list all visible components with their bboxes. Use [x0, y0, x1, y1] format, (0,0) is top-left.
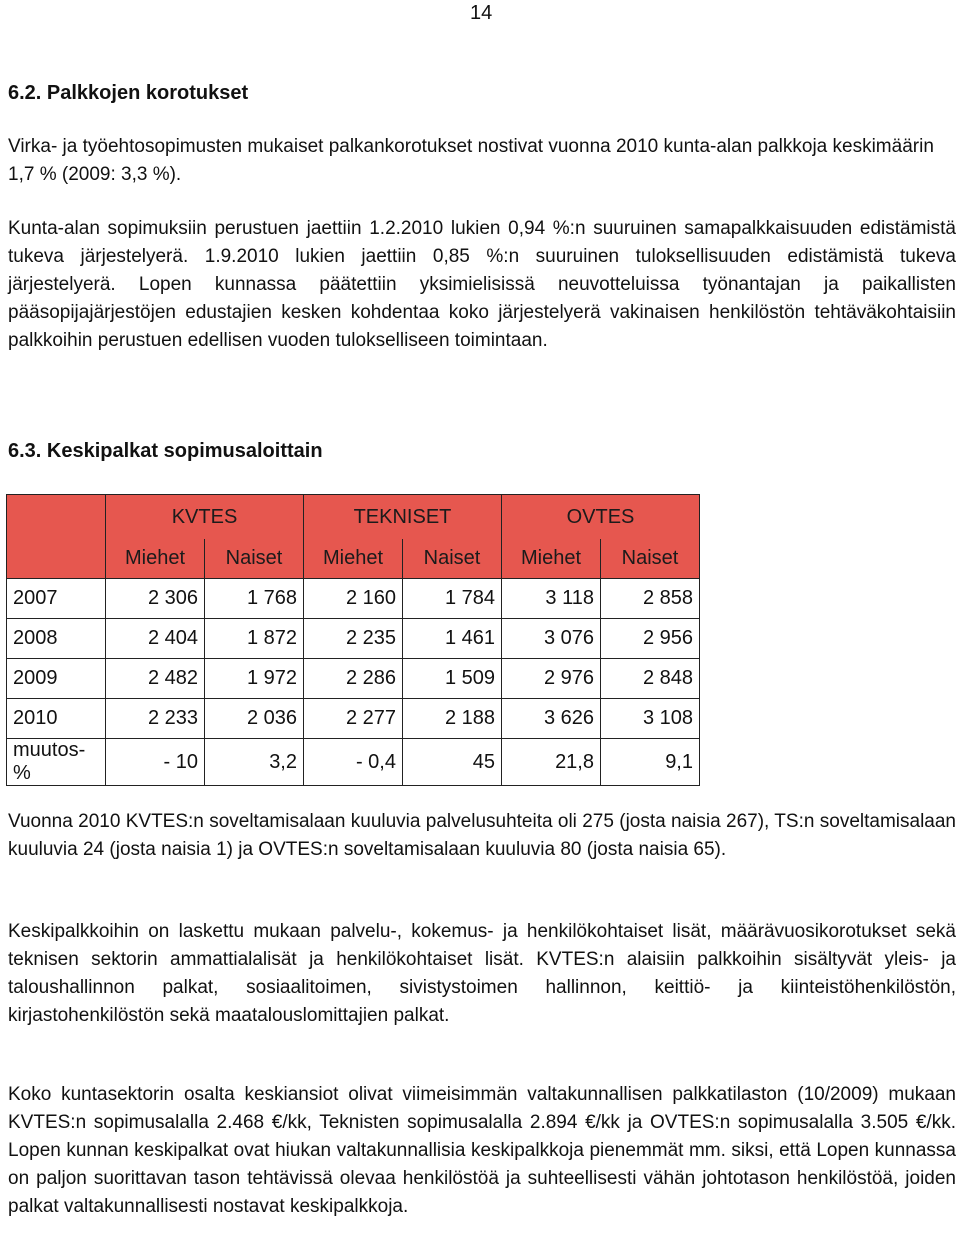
- row-label: 2010: [7, 699, 106, 739]
- table-cell: 2 233: [106, 699, 205, 739]
- table-cell: - 10: [106, 739, 205, 786]
- row-label: 2007: [7, 579, 106, 619]
- section-heading-6-2: 6.2. Palkkojen korotukset: [8, 82, 249, 104]
- table-row: [7, 739, 700, 786]
- table-cell: 2 976: [502, 659, 601, 699]
- page-number: 14: [470, 2, 493, 24]
- section-heading-6-3: 6.3. Keskipalkat sopimusaloittain: [8, 440, 323, 462]
- table-cell: 2 404: [106, 619, 205, 659]
- table-cell: 2 277: [304, 699, 403, 739]
- table-row: [7, 579, 700, 619]
- paragraph-salary-increases: Virka- ja työehtosopimusten mukaiset palkankorotukset nostivat vuonna 2010 kunta-alan palkkoja keskimäärin 1,7 % (2009: 3,3 %).: [8, 136, 934, 185]
- table-cell: 21,8: [502, 739, 601, 786]
- row-label: 2009: [7, 659, 106, 699]
- table-corner-sub: [7, 539, 106, 579]
- row-label: muutos-%: [7, 739, 106, 786]
- table-cell: 1 768: [205, 579, 304, 619]
- table-cell: 45: [403, 739, 502, 786]
- group-header-ovtes: OVTES: [502, 495, 700, 540]
- table-cell: 2 286: [304, 659, 403, 699]
- subheader-ovtes-women: Naiset: [601, 539, 700, 579]
- table-cell: 3 108: [601, 699, 700, 739]
- subheader-ovtes-men: Miehet: [502, 539, 601, 579]
- table-cell: 2 306: [106, 579, 205, 619]
- table-cell: 1 784: [403, 579, 502, 619]
- table-row: [7, 699, 700, 739]
- table-cell: 2 858: [601, 579, 700, 619]
- subheader-kvtes-men: Miehet: [106, 539, 205, 579]
- table-cell: - 0,4: [304, 739, 403, 786]
- group-header-kvtes: KVTES: [106, 495, 304, 540]
- table-cell: 2 482: [106, 659, 205, 699]
- average-salary-table: [6, 494, 700, 786]
- table-cell: 2 235: [304, 619, 403, 659]
- table-cell: 2 956: [601, 619, 700, 659]
- table-cell: 3 076: [502, 619, 601, 659]
- group-header-tekniset: TEKNISET: [304, 495, 502, 540]
- paragraph-national-comparison: Koko kuntasektorin osalta keskiansiot olivat viimeisimmän valtakunnallisen palkkatilaston (10/2009) mukaan KVTES:n sopimusalalla 2.468 €/kk, Teknisten sopimusalalla 2.894 €/kk ja OVTES:n sopimusalalla 3.505 €/kk. Lopen kunnan keskipalkat ovat hiukan valtakunnallisia keskipalkkoja pienemmät mm. siksi, että Lopen kunnassa on paljon suorittavan tason tehtävissä olevaa henkilöstöä ja suhteellisesti vähän johtotason henkilöstöä, joiden palkat valtakunnallisesti nostavat keskipalkkoja.: [8, 1084, 956, 1217]
- subheader-kvtes-women: Naiset: [205, 539, 304, 579]
- table-cell: 3 118: [502, 579, 601, 619]
- subheader-tekniset-women: Naiset: [403, 539, 502, 579]
- table-cell: 1 972: [205, 659, 304, 699]
- subheader-tekniset-men: Miehet: [304, 539, 403, 579]
- table-cell: 1 872: [205, 619, 304, 659]
- paragraph-adjustment-batches: Kunta-alan sopimuksiin perustuen jaettiin 1.2.2010 lukien 0,94 %:n suuruinen samapalkkaisuuden edistämistä tukeva järjestelyerä. 1.9.2010 lukien jaettiin 0,85 %:n suuruinen tuloksellisuuden edistämistä tukeva järjestelyerä. Lopen kunnassa päätettiin yksimielisissä neuvotteluissa työnantajan ja paikallisten pääsopijajärjestöjen edustajien kesken kohdentaa koko järjestelyerä vakinaisen henkilöstön tehtäväkohtaisiin palkkoihin perustuen edellisen vuoden tulokselliseen toimintaan.: [8, 218, 956, 351]
- table-cell: 9,1: [601, 739, 700, 786]
- table-cell: 2 848: [601, 659, 700, 699]
- table-cell: 2 188: [403, 699, 502, 739]
- table-cell: 3 626: [502, 699, 601, 739]
- table-cell: 2 160: [304, 579, 403, 619]
- table-cell: 1 509: [403, 659, 502, 699]
- table-cell: 1 461: [403, 619, 502, 659]
- table-cell: 2 036: [205, 699, 304, 739]
- table-cell: 3,2: [205, 739, 304, 786]
- paragraph-service-counts: Vuonna 2010 KVTES:n soveltamisalaan kuuluvia palvelusuhteita oli 275 (josta naisia 267), TS:n soveltamisalaan kuuluvia 24 (josta naisia 1) ja OVTES:n soveltamisalaan kuuluvia 80 (josta naisia 65).: [8, 811, 956, 860]
- row-label: 2008: [7, 619, 106, 659]
- table-row: [7, 659, 700, 699]
- paragraph-salary-composition: Keskipalkkoihin on laskettu mukaan palvelu-, kokemus- ja henkilökohtaiset lisät, määrävuosikorotukset sekä teknisen sektorin ammattialalisät ja henkilökohtaiset lisät. KVTES:n alaisiin palkkoihin sisältyvät yleis- ja taloushallinnon palkat, sosiaalitoimen, sivistystoimen hallinnon, keittiö- ja kiinteistöhenkilöstön, kirjastohenkilöstön sekä maatalouslomittajien palkat.: [8, 921, 956, 1026]
- table-corner: [7, 495, 106, 540]
- table-row: [7, 619, 700, 659]
